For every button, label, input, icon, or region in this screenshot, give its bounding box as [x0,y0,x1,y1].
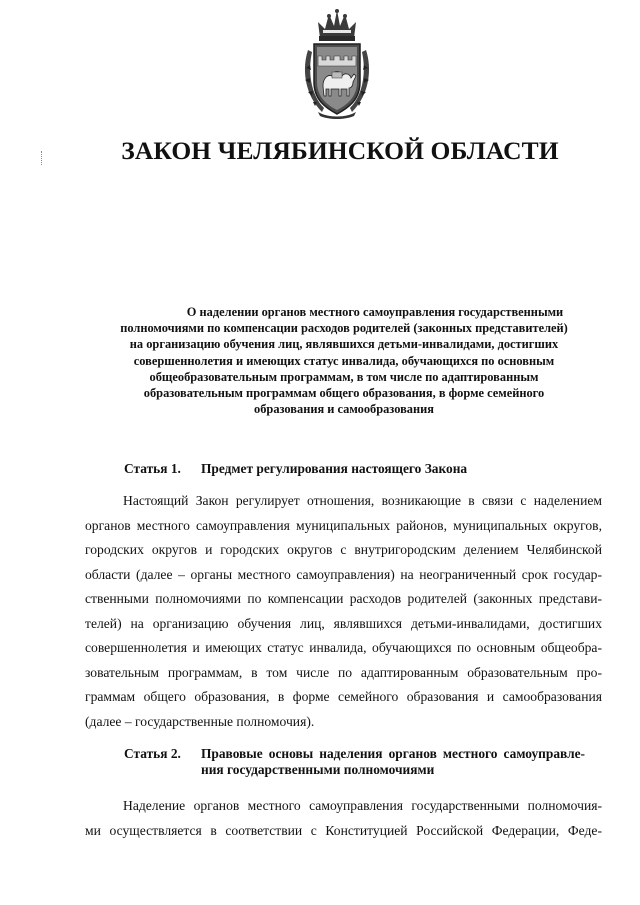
law-title: ЗАКОН ЧЕЛЯБИНСКОЙ ОБЛАСТИ [121,136,559,165]
article-1-line: городских округов и городских округов с внутригородским делением Челябинской [85,542,602,557]
article-2-name-line: Правовые основы наделения органов местного самоуправле- [201,746,585,761]
article-1-line: (далее – государственные полномочия). [85,713,315,729]
subject-line: образования и самообразования [254,402,434,417]
article-1-body [85,489,602,734]
article-2-line: ми осуществляется в соответствии с Конституцией Российской Федерации, Феде- [85,822,602,838]
article-1-line: ственными полномочиями по компенсации расходов родителей (законных представи- [85,591,602,606]
article-1-line: зовательным программам, в том числе по адаптированным образовательным про- [85,664,602,680]
article-1-line: телей) на организацию обучения лиц, являвшихся детьми-инвалидами, достигших [85,615,602,631]
subject-line: О наделении органов местного самоуправления государственными [186,305,564,319]
article-1-line: Настоящий Закон регулирует отношения, возникающие в связи с наделением [123,493,602,508]
article-1-name: Предмет регулирования настоящего Закона [201,461,468,476]
article-2-number: Статья 2. [124,746,181,761]
article-2-body [85,794,602,843]
subject-line: совершеннолетия и имеющих статус инвалида, обучающихся по основным [133,353,555,368]
subject-line: полномочиями по компенсации расходов родителей (законных представителей) [120,321,568,336]
article-1-line: органов местного самоуправления муниципальных районов, муниципальных округов, [85,517,602,533]
article-1-line: совершеннолетия и имеющих статус инвалида, обучающихся по основным общеобра- [85,640,602,655]
article-1-line: области (далее – органы местного самоуправления) на неограниченный срок государ- [85,566,602,582]
article-1-line: граммам общего образования, в форме семейного образования и самообразования [85,689,602,704]
article-1-number: Статья 1. [124,461,181,476]
article-2-name-line: ния государственными полномочиями [201,761,435,777]
subject-line: общеобразовательным программам, в том числе по адаптированным [149,369,539,384]
article-2-name [201,746,585,777]
article-2-line: Наделение органов местного самоуправления государственными полномочия- [123,798,602,813]
subject-line: образовательным программам общего образования, в форме семейного [143,386,545,401]
law-subject [84,304,604,417]
coat-of-arms-chelyabinsk-icon [296,8,378,120]
subject-line: на организацию обучения лиц, являвшихся детьми-инвалидами, достигших [129,337,559,352]
